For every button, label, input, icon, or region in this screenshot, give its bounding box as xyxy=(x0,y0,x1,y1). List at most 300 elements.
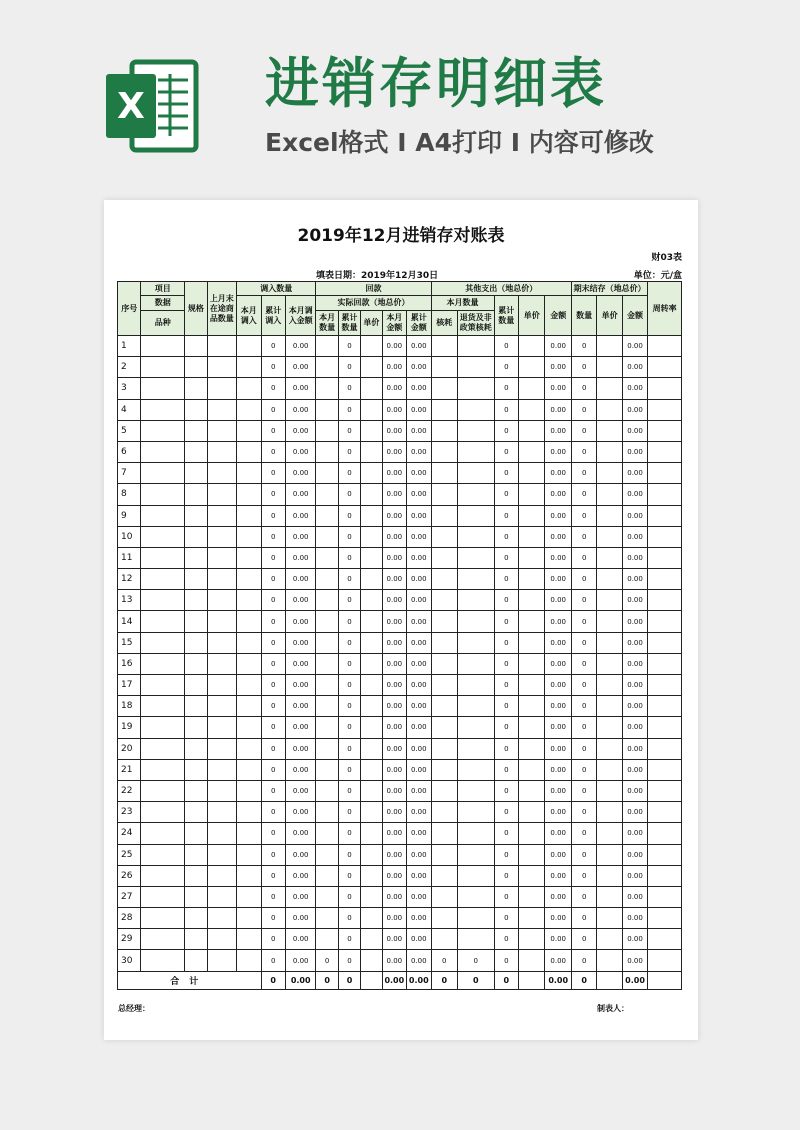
cell-seq[interactable]: 1 xyxy=(118,336,141,357)
cell-turnover[interactable] xyxy=(648,611,682,632)
cell-variety[interactable] xyxy=(141,865,185,886)
cell-cum-qty[interactable]: 0 xyxy=(338,547,360,568)
cell-other-cum-qty[interactable]: 0 xyxy=(494,653,518,674)
cell-month-amount[interactable]: 0.00 xyxy=(382,569,406,590)
cell-variety[interactable] xyxy=(141,547,185,568)
cell-other-amount[interactable]: 0.00 xyxy=(545,696,571,717)
cell-cum-amount[interactable]: 0.00 xyxy=(407,357,431,378)
cell-cum-qty[interactable]: 0 xyxy=(338,780,360,801)
cell-unit-price[interactable] xyxy=(361,378,382,399)
cell-end-amount[interactable]: 0.00 xyxy=(622,399,647,420)
cell-month-in[interactable] xyxy=(237,738,261,759)
cell-cum-qty[interactable]: 0 xyxy=(338,738,360,759)
cell-writeoff[interactable] xyxy=(431,399,457,420)
cell-cum-in[interactable]: 0 xyxy=(261,463,285,484)
cell-writeoff[interactable] xyxy=(431,780,457,801)
cell-unit-price[interactable] xyxy=(361,675,382,696)
cell-month-in-amount[interactable]: 0.00 xyxy=(285,547,316,568)
cell-spec[interactable] xyxy=(185,929,207,950)
cell-unit-price[interactable] xyxy=(361,908,382,929)
cell-return-nonpolicy[interactable] xyxy=(457,844,494,865)
cell-end-qty[interactable]: 0 xyxy=(571,823,596,844)
cell-end-unit-price[interactable] xyxy=(597,336,622,357)
cell-month-in[interactable] xyxy=(237,632,261,653)
cell-other-cum-qty[interactable]: 0 xyxy=(494,929,518,950)
cell-cum-amount[interactable]: 0.00 xyxy=(407,908,431,929)
cell-end-amount[interactable]: 0.00 xyxy=(622,696,647,717)
cell-other-cum-qty[interactable]: 0 xyxy=(494,738,518,759)
cell-seq[interactable]: 21 xyxy=(118,759,141,780)
cell-end-qty[interactable]: 0 xyxy=(571,590,596,611)
cell-other-unit-price[interactable] xyxy=(519,865,545,886)
cell-spec[interactable] xyxy=(185,569,207,590)
cell-return-nonpolicy[interactable] xyxy=(457,336,494,357)
cell-month-in[interactable] xyxy=(237,611,261,632)
cell-cum-qty[interactable]: 0 xyxy=(338,717,360,738)
cell-transit[interactable] xyxy=(207,759,237,780)
cell-return-nonpolicy[interactable] xyxy=(457,823,494,844)
cell-month-qty[interactable] xyxy=(316,717,338,738)
cell-end-unit-price[interactable] xyxy=(597,357,622,378)
cell-cum-amount[interactable]: 0.00 xyxy=(407,653,431,674)
cell-end-amount[interactable]: 0.00 xyxy=(622,653,647,674)
cell-end-qty[interactable]: 0 xyxy=(571,759,596,780)
cell-variety[interactable] xyxy=(141,886,185,907)
cell-other-unit-price[interactable] xyxy=(519,569,545,590)
cell-month-amount[interactable]: 0.00 xyxy=(382,865,406,886)
cell-month-in-amount[interactable]: 0.00 xyxy=(285,696,316,717)
cell-month-in-amount[interactable]: 0.00 xyxy=(285,950,316,971)
cell-month-amount[interactable]: 0.00 xyxy=(382,590,406,611)
cell-other-unit-price[interactable] xyxy=(519,611,545,632)
cell-month-in-amount[interactable]: 0.00 xyxy=(285,653,316,674)
cell-other-cum-qty[interactable]: 0 xyxy=(494,632,518,653)
cell-seq[interactable]: 9 xyxy=(118,505,141,526)
cell-month-in[interactable] xyxy=(237,590,261,611)
cell-turnover[interactable] xyxy=(648,590,682,611)
cell-end-qty[interactable]: 0 xyxy=(571,547,596,568)
cell-cum-in[interactable]: 0 xyxy=(261,780,285,801)
cell-turnover[interactable] xyxy=(648,908,682,929)
cell-turnover[interactable] xyxy=(648,569,682,590)
cell-cum-qty[interactable]: 0 xyxy=(338,908,360,929)
cell-variety[interactable] xyxy=(141,696,185,717)
cell-unit-price[interactable] xyxy=(361,929,382,950)
cell-turnover[interactable] xyxy=(648,802,682,823)
cell-cum-qty[interactable]: 0 xyxy=(338,357,360,378)
cell-other-amount[interactable]: 0.00 xyxy=(545,441,571,462)
cell-cum-in[interactable]: 0 xyxy=(261,823,285,844)
cell-cum-amount[interactable]: 0.00 xyxy=(407,399,431,420)
cell-transit[interactable] xyxy=(207,653,237,674)
cell-end-qty[interactable]: 0 xyxy=(571,611,596,632)
cell-unit-price[interactable] xyxy=(361,336,382,357)
cell-spec[interactable] xyxy=(185,336,207,357)
cell-other-amount[interactable]: 0.00 xyxy=(545,950,571,971)
cell-cum-amount[interactable]: 0.00 xyxy=(407,569,431,590)
cell-unit-price[interactable] xyxy=(361,780,382,801)
cell-cum-amount[interactable]: 0.00 xyxy=(407,717,431,738)
cell-writeoff[interactable] xyxy=(431,505,457,526)
cell-turnover[interactable] xyxy=(648,357,682,378)
cell-turnover[interactable] xyxy=(648,865,682,886)
cell-other-unit-price[interactable] xyxy=(519,738,545,759)
cell-month-in[interactable] xyxy=(237,886,261,907)
cell-month-qty[interactable] xyxy=(316,653,338,674)
cell-other-cum-qty[interactable]: 0 xyxy=(494,484,518,505)
cell-return-nonpolicy[interactable] xyxy=(457,378,494,399)
cell-variety[interactable] xyxy=(141,399,185,420)
cell-end-unit-price[interactable] xyxy=(597,653,622,674)
cell-unit-price[interactable] xyxy=(361,547,382,568)
cell-unit-price[interactable] xyxy=(361,569,382,590)
cell-cum-in[interactable]: 0 xyxy=(261,505,285,526)
cell-end-unit-price[interactable] xyxy=(597,823,622,844)
cell-end-qty[interactable]: 0 xyxy=(571,802,596,823)
cell-variety[interactable] xyxy=(141,908,185,929)
cell-other-amount[interactable]: 0.00 xyxy=(545,675,571,696)
cell-end-unit-price[interactable] xyxy=(597,526,622,547)
cell-other-amount[interactable]: 0.00 xyxy=(545,484,571,505)
cell-return-nonpolicy[interactable] xyxy=(457,441,494,462)
cell-turnover[interactable] xyxy=(648,653,682,674)
cell-writeoff[interactable] xyxy=(431,378,457,399)
cell-cum-qty[interactable]: 0 xyxy=(338,611,360,632)
cell-end-unit-price[interactable] xyxy=(597,738,622,759)
cell-seq[interactable]: 2 xyxy=(118,357,141,378)
cell-other-amount[interactable]: 0.00 xyxy=(545,399,571,420)
cell-end-qty[interactable]: 0 xyxy=(571,929,596,950)
cell-writeoff[interactable] xyxy=(431,802,457,823)
cell-spec[interactable] xyxy=(185,505,207,526)
cell-month-in-amount[interactable]: 0.00 xyxy=(285,526,316,547)
cell-variety[interactable] xyxy=(141,611,185,632)
cell-turnover[interactable] xyxy=(648,950,682,971)
cell-cum-amount[interactable]: 0.00 xyxy=(407,865,431,886)
cell-turnover[interactable] xyxy=(648,336,682,357)
cell-month-in-amount[interactable]: 0.00 xyxy=(285,675,316,696)
cell-month-qty[interactable] xyxy=(316,611,338,632)
cell-other-unit-price[interactable] xyxy=(519,929,545,950)
cell-return-nonpolicy[interactable] xyxy=(457,780,494,801)
cell-month-qty[interactable] xyxy=(316,632,338,653)
cell-cum-qty[interactable]: 0 xyxy=(338,802,360,823)
cell-end-unit-price[interactable] xyxy=(597,505,622,526)
cell-month-in[interactable] xyxy=(237,336,261,357)
cell-cum-amount[interactable]: 0.00 xyxy=(407,844,431,865)
cell-unit-price[interactable] xyxy=(361,526,382,547)
cell-month-amount[interactable]: 0.00 xyxy=(382,547,406,568)
cell-end-qty[interactable]: 0 xyxy=(571,378,596,399)
cell-return-nonpolicy[interactable] xyxy=(457,653,494,674)
cell-month-amount[interactable]: 0.00 xyxy=(382,738,406,759)
cell-other-cum-qty[interactable]: 0 xyxy=(494,950,518,971)
cell-month-in[interactable] xyxy=(237,717,261,738)
cell-month-amount[interactable]: 0.00 xyxy=(382,780,406,801)
cell-other-amount[interactable]: 0.00 xyxy=(545,929,571,950)
cell-unit-price[interactable] xyxy=(361,717,382,738)
cell-transit[interactable] xyxy=(207,908,237,929)
cell-turnover[interactable] xyxy=(648,632,682,653)
cell-transit[interactable] xyxy=(207,547,237,568)
cell-return-nonpolicy[interactable] xyxy=(457,399,494,420)
cell-cum-in[interactable]: 0 xyxy=(261,844,285,865)
cell-seq[interactable]: 18 xyxy=(118,696,141,717)
cell-other-unit-price[interactable] xyxy=(519,950,545,971)
cell-month-amount[interactable]: 0.00 xyxy=(382,802,406,823)
cell-month-in-amount[interactable]: 0.00 xyxy=(285,484,316,505)
cell-end-amount[interactable]: 0.00 xyxy=(622,632,647,653)
cell-cum-in[interactable]: 0 xyxy=(261,547,285,568)
cell-unit-price[interactable] xyxy=(361,463,382,484)
cell-transit[interactable] xyxy=(207,738,237,759)
cell-cum-qty[interactable]: 0 xyxy=(338,886,360,907)
cell-end-qty[interactable]: 0 xyxy=(571,505,596,526)
cell-turnover[interactable] xyxy=(648,547,682,568)
cell-cum-qty[interactable]: 0 xyxy=(338,378,360,399)
cell-other-cum-qty[interactable]: 0 xyxy=(494,886,518,907)
cell-other-amount[interactable]: 0.00 xyxy=(545,547,571,568)
cell-turnover[interactable] xyxy=(648,780,682,801)
cell-other-cum-qty[interactable]: 0 xyxy=(494,611,518,632)
cell-other-unit-price[interactable] xyxy=(519,823,545,844)
cell-return-nonpolicy[interactable] xyxy=(457,929,494,950)
cell-end-amount[interactable]: 0.00 xyxy=(622,590,647,611)
cell-month-in-amount[interactable]: 0.00 xyxy=(285,357,316,378)
cell-other-cum-qty[interactable]: 0 xyxy=(494,802,518,823)
cell-turnover[interactable] xyxy=(648,463,682,484)
cell-cum-amount[interactable]: 0.00 xyxy=(407,611,431,632)
cell-cum-in[interactable]: 0 xyxy=(261,886,285,907)
cell-end-qty[interactable]: 0 xyxy=(571,908,596,929)
cell-other-cum-qty[interactable]: 0 xyxy=(494,759,518,780)
cell-month-qty[interactable] xyxy=(316,547,338,568)
cell-month-in-amount[interactable]: 0.00 xyxy=(285,632,316,653)
cell-end-amount[interactable]: 0.00 xyxy=(622,908,647,929)
cell-turnover[interactable] xyxy=(648,717,682,738)
cell-month-amount[interactable]: 0.00 xyxy=(382,950,406,971)
cell-return-nonpolicy[interactable] xyxy=(457,865,494,886)
cell-month-amount[interactable]: 0.00 xyxy=(382,526,406,547)
cell-spec[interactable] xyxy=(185,717,207,738)
cell-writeoff[interactable] xyxy=(431,336,457,357)
cell-seq[interactable]: 30 xyxy=(118,950,141,971)
cell-other-amount[interactable]: 0.00 xyxy=(545,802,571,823)
cell-month-amount[interactable]: 0.00 xyxy=(382,886,406,907)
cell-other-unit-price[interactable] xyxy=(519,420,545,441)
cell-other-unit-price[interactable] xyxy=(519,505,545,526)
cell-end-unit-price[interactable] xyxy=(597,780,622,801)
cell-cum-amount[interactable]: 0.00 xyxy=(407,420,431,441)
cell-end-unit-price[interactable] xyxy=(597,717,622,738)
cell-end-unit-price[interactable] xyxy=(597,929,622,950)
cell-transit[interactable] xyxy=(207,357,237,378)
cell-transit[interactable] xyxy=(207,632,237,653)
cell-end-amount[interactable]: 0.00 xyxy=(622,505,647,526)
cell-cum-in[interactable]: 0 xyxy=(261,399,285,420)
cell-other-cum-qty[interactable]: 0 xyxy=(494,463,518,484)
cell-cum-qty[interactable]: 0 xyxy=(338,696,360,717)
cell-month-in[interactable] xyxy=(237,865,261,886)
cell-variety[interactable] xyxy=(141,802,185,823)
cell-end-amount[interactable]: 0.00 xyxy=(622,420,647,441)
cell-other-cum-qty[interactable]: 0 xyxy=(494,420,518,441)
cell-transit[interactable] xyxy=(207,569,237,590)
cell-return-nonpolicy[interactable] xyxy=(457,675,494,696)
cell-turnover[interactable] xyxy=(648,844,682,865)
cell-month-qty[interactable]: 0 xyxy=(316,950,338,971)
cell-month-qty[interactable] xyxy=(316,569,338,590)
cell-end-unit-price[interactable] xyxy=(597,696,622,717)
cell-variety[interactable] xyxy=(141,759,185,780)
cell-end-amount[interactable]: 0.00 xyxy=(622,675,647,696)
cell-writeoff[interactable] xyxy=(431,484,457,505)
cell-other-amount[interactable]: 0.00 xyxy=(545,357,571,378)
cell-spec[interactable] xyxy=(185,590,207,611)
cell-cum-in[interactable]: 0 xyxy=(261,696,285,717)
cell-spec[interactable] xyxy=(185,886,207,907)
cell-cum-amount[interactable]: 0.00 xyxy=(407,950,431,971)
cell-end-qty[interactable]: 0 xyxy=(571,886,596,907)
cell-variety[interactable] xyxy=(141,378,185,399)
cell-month-in[interactable] xyxy=(237,378,261,399)
cell-writeoff[interactable] xyxy=(431,738,457,759)
cell-writeoff[interactable] xyxy=(431,908,457,929)
cell-other-amount[interactable]: 0.00 xyxy=(545,653,571,674)
cell-other-cum-qty[interactable]: 0 xyxy=(494,357,518,378)
cell-month-qty[interactable] xyxy=(316,823,338,844)
cell-month-in[interactable] xyxy=(237,463,261,484)
cell-writeoff[interactable] xyxy=(431,569,457,590)
cell-spec[interactable] xyxy=(185,526,207,547)
cell-month-qty[interactable] xyxy=(316,526,338,547)
cell-writeoff[interactable] xyxy=(431,547,457,568)
cell-cum-amount[interactable]: 0.00 xyxy=(407,696,431,717)
cell-variety[interactable] xyxy=(141,590,185,611)
cell-end-amount[interactable]: 0.00 xyxy=(622,378,647,399)
cell-seq[interactable]: 27 xyxy=(118,886,141,907)
cell-month-amount[interactable]: 0.00 xyxy=(382,653,406,674)
cell-end-qty[interactable]: 0 xyxy=(571,950,596,971)
cell-month-in-amount[interactable]: 0.00 xyxy=(285,780,316,801)
cell-variety[interactable] xyxy=(141,844,185,865)
cell-cum-qty[interactable]: 0 xyxy=(338,463,360,484)
cell-end-unit-price[interactable] xyxy=(597,802,622,823)
cell-turnover[interactable] xyxy=(648,420,682,441)
cell-other-cum-qty[interactable]: 0 xyxy=(494,696,518,717)
cell-month-in[interactable] xyxy=(237,908,261,929)
cell-month-in-amount[interactable]: 0.00 xyxy=(285,823,316,844)
cell-month-amount[interactable]: 0.00 xyxy=(382,675,406,696)
cell-end-qty[interactable]: 0 xyxy=(571,399,596,420)
cell-month-amount[interactable]: 0.00 xyxy=(382,908,406,929)
cell-end-amount[interactable]: 0.00 xyxy=(622,357,647,378)
cell-cum-in[interactable]: 0 xyxy=(261,653,285,674)
cell-month-qty[interactable] xyxy=(316,357,338,378)
cell-turnover[interactable] xyxy=(648,696,682,717)
cell-cum-qty[interactable]: 0 xyxy=(338,865,360,886)
cell-return-nonpolicy[interactable] xyxy=(457,802,494,823)
cell-cum-qty[interactable]: 0 xyxy=(338,675,360,696)
cell-cum-qty[interactable]: 0 xyxy=(338,526,360,547)
cell-spec[interactable] xyxy=(185,823,207,844)
cell-month-in-amount[interactable]: 0.00 xyxy=(285,336,316,357)
cell-month-in[interactable] xyxy=(237,844,261,865)
cell-month-in-amount[interactable]: 0.00 xyxy=(285,611,316,632)
cell-return-nonpolicy[interactable] xyxy=(457,886,494,907)
cell-transit[interactable] xyxy=(207,399,237,420)
cell-cum-amount[interactable]: 0.00 xyxy=(407,463,431,484)
cell-writeoff[interactable] xyxy=(431,823,457,844)
cell-end-qty[interactable]: 0 xyxy=(571,463,596,484)
cell-variety[interactable] xyxy=(141,717,185,738)
cell-end-amount[interactable]: 0.00 xyxy=(622,463,647,484)
cell-other-cum-qty[interactable]: 0 xyxy=(494,441,518,462)
cell-end-amount[interactable]: 0.00 xyxy=(622,526,647,547)
cell-end-unit-price[interactable] xyxy=(597,950,622,971)
cell-other-amount[interactable]: 0.00 xyxy=(545,823,571,844)
cell-writeoff[interactable] xyxy=(431,420,457,441)
cell-unit-price[interactable] xyxy=(361,738,382,759)
cell-month-in-amount[interactable]: 0.00 xyxy=(285,463,316,484)
cell-writeoff[interactable] xyxy=(431,653,457,674)
cell-other-unit-price[interactable] xyxy=(519,547,545,568)
cell-transit[interactable] xyxy=(207,611,237,632)
cell-end-unit-price[interactable] xyxy=(597,844,622,865)
cell-cum-amount[interactable]: 0.00 xyxy=(407,590,431,611)
cell-variety[interactable] xyxy=(141,463,185,484)
cell-other-unit-price[interactable] xyxy=(519,441,545,462)
cell-cum-amount[interactable]: 0.00 xyxy=(407,759,431,780)
cell-month-in-amount[interactable]: 0.00 xyxy=(285,865,316,886)
cell-end-qty[interactable]: 0 xyxy=(571,780,596,801)
cell-month-in[interactable] xyxy=(237,441,261,462)
cell-end-amount[interactable]: 0.00 xyxy=(622,547,647,568)
cell-cum-in[interactable]: 0 xyxy=(261,357,285,378)
cell-seq[interactable]: 24 xyxy=(118,823,141,844)
cell-transit[interactable] xyxy=(207,675,237,696)
cell-end-unit-price[interactable] xyxy=(597,908,622,929)
cell-cum-amount[interactable]: 0.00 xyxy=(407,484,431,505)
cell-month-amount[interactable]: 0.00 xyxy=(382,378,406,399)
cell-turnover[interactable] xyxy=(648,378,682,399)
cell-seq[interactable]: 12 xyxy=(118,569,141,590)
cell-end-unit-price[interactable] xyxy=(597,632,622,653)
cell-month-in[interactable] xyxy=(237,929,261,950)
cell-turnover[interactable] xyxy=(648,886,682,907)
cell-cum-in[interactable]: 0 xyxy=(261,441,285,462)
cell-turnover[interactable] xyxy=(648,526,682,547)
cell-seq[interactable]: 6 xyxy=(118,441,141,462)
cell-end-amount[interactable]: 0.00 xyxy=(622,484,647,505)
cell-unit-price[interactable] xyxy=(361,441,382,462)
cell-month-in-amount[interactable]: 0.00 xyxy=(285,738,316,759)
cell-month-amount[interactable]: 0.00 xyxy=(382,505,406,526)
cell-return-nonpolicy[interactable] xyxy=(457,632,494,653)
cell-month-in-amount[interactable]: 0.00 xyxy=(285,505,316,526)
cell-turnover[interactable] xyxy=(648,929,682,950)
cell-cum-amount[interactable]: 0.00 xyxy=(407,441,431,462)
cell-end-unit-price[interactable] xyxy=(597,484,622,505)
cell-end-amount[interactable]: 0.00 xyxy=(622,950,647,971)
cell-variety[interactable] xyxy=(141,484,185,505)
cell-seq[interactable]: 17 xyxy=(118,675,141,696)
cell-end-amount[interactable]: 0.00 xyxy=(622,802,647,823)
cell-other-unit-price[interactable] xyxy=(519,675,545,696)
cell-writeoff[interactable]: 0 xyxy=(431,950,457,971)
cell-month-qty[interactable] xyxy=(316,844,338,865)
cell-transit[interactable] xyxy=(207,441,237,462)
